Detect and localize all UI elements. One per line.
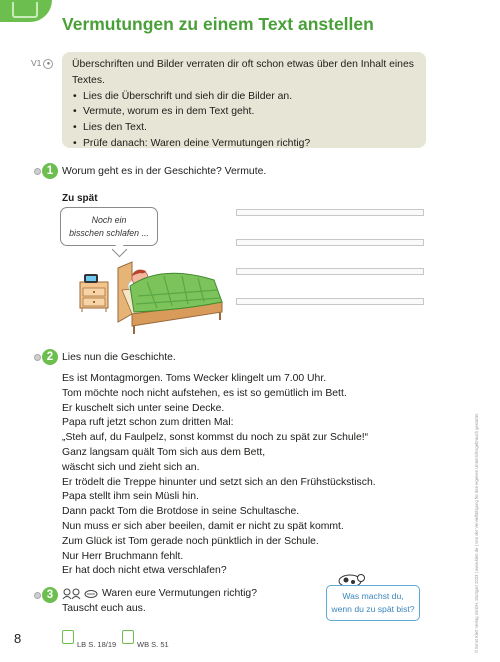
story-line: Es ist Montagmorgen. Toms Wecker klingelt um 7.00 Uhr.: [62, 373, 327, 384]
task-marker-icon: [34, 168, 41, 175]
corner-tab: [0, 0, 52, 22]
v1-marker: [31, 58, 53, 69]
story-line: Nun muss er sich aber beeilen, damit er nicht zu spät kommt.: [62, 520, 344, 532]
bubble-line: Noch ein: [91, 215, 127, 225]
story-subtitle: Zu spät: [62, 193, 98, 204]
story-text: [62, 372, 376, 579]
book-icon: [12, 2, 38, 18]
story-line: Er kuschelt sich unter seine Decke.: [62, 402, 225, 414]
story-line: Zum Glück ist Tom gerade noch pünktlich in der Schule.: [62, 535, 319, 547]
v1-label: V1: [31, 58, 42, 68]
bullet-item: • Lies die Überschrift und sieh dir die Bilder an.: [83, 89, 416, 105]
info-text: Überschriften und Bilder verraten dir oft schon etwas über den Inhalt eines Textes.: [72, 59, 414, 86]
story-line: Er hat doch nicht etwa verschlafen?: [62, 565, 227, 577]
bullet-item: • Lies den Text.: [83, 120, 416, 136]
bullet-item: • Vermute, worum es in dem Text geht.: [83, 104, 416, 120]
task-number-1: 1: [42, 163, 58, 179]
task-marker-icon: [34, 592, 41, 599]
task-marker-icon: [34, 354, 41, 361]
task-number-2: 2: [42, 349, 58, 365]
circle-icon: ●: [43, 59, 53, 69]
speech-bubble: [60, 207, 158, 246]
speech-icon: [84, 589, 98, 599]
task3-line2: Tauscht euch aus.: [62, 603, 146, 614]
writing-line[interactable]: [236, 268, 424, 275]
info-bullets: [72, 89, 416, 152]
task3-line1: Waren eure Vermutungen richtig?: [102, 588, 257, 599]
note-line: Was machst du,: [342, 591, 404, 601]
story-line: Papa stellt ihm sein Müsli hin.: [62, 491, 199, 503]
note-box: [326, 585, 420, 621]
textbook-icon: [62, 630, 74, 644]
partner-work-icon: [62, 588, 82, 600]
info-box: [62, 52, 426, 148]
page-title: Vermutungen zu einem Text anstellen: [62, 14, 374, 34]
story-line: Er trödelt die Treppe hinunter und setzt sich an den Frühstückstisch.: [62, 476, 376, 488]
story-line: Tom möchte noch nicht aufstehen, es ist so gemütlich im Bett.: [62, 387, 347, 399]
note-line: wenn du zu spät bist?: [331, 603, 415, 614]
writing-line[interactable]: [236, 298, 424, 305]
workbook-icon: [122, 630, 134, 644]
bed-illustration-icon: [72, 252, 224, 336]
bubble-line: bisschen schlafen ...: [69, 227, 149, 238]
task1-text: Worum geht es in der Geschichte? Vermute.: [62, 166, 267, 177]
ref-lb: LB S. 18/19: [77, 640, 117, 649]
story-line: Ganz langsam quält Tom sich aus dem Bett,: [62, 446, 266, 458]
ref-wb: WB S. 51: [137, 640, 169, 649]
story-line: wäscht sich und zieht sich an.: [62, 461, 200, 473]
story-line: Nur Herr Bruchmann fehlt.: [62, 550, 184, 562]
story-line: Dann packt Tom die Brotdose in seine Schultasche.: [62, 506, 300, 518]
copyright-text: © Ernst Klett Verlag GmbH, Stuttgart 2023 | www.klett.de | Von der Vervielfältigung für den eigenen Unterrichtsgebrauch gestattet.: [474, 412, 479, 653]
writing-line[interactable]: [236, 209, 424, 216]
task2-text: Lies nun die Geschichte.: [62, 352, 176, 363]
story-line: „Steh auf, du Faulpelz, sonst kommst du noch zu spät zur Schule!“: [62, 432, 369, 444]
story-line: Papa ruft jetzt schon zum dritten Mal:: [62, 417, 234, 429]
bullet-item: • Prüfe danach: Waren deine Vermutungen richtig?: [83, 136, 416, 152]
task-number-3: 3: [42, 587, 58, 603]
writing-line[interactable]: [236, 239, 424, 246]
page-number: 8: [14, 631, 22, 646]
